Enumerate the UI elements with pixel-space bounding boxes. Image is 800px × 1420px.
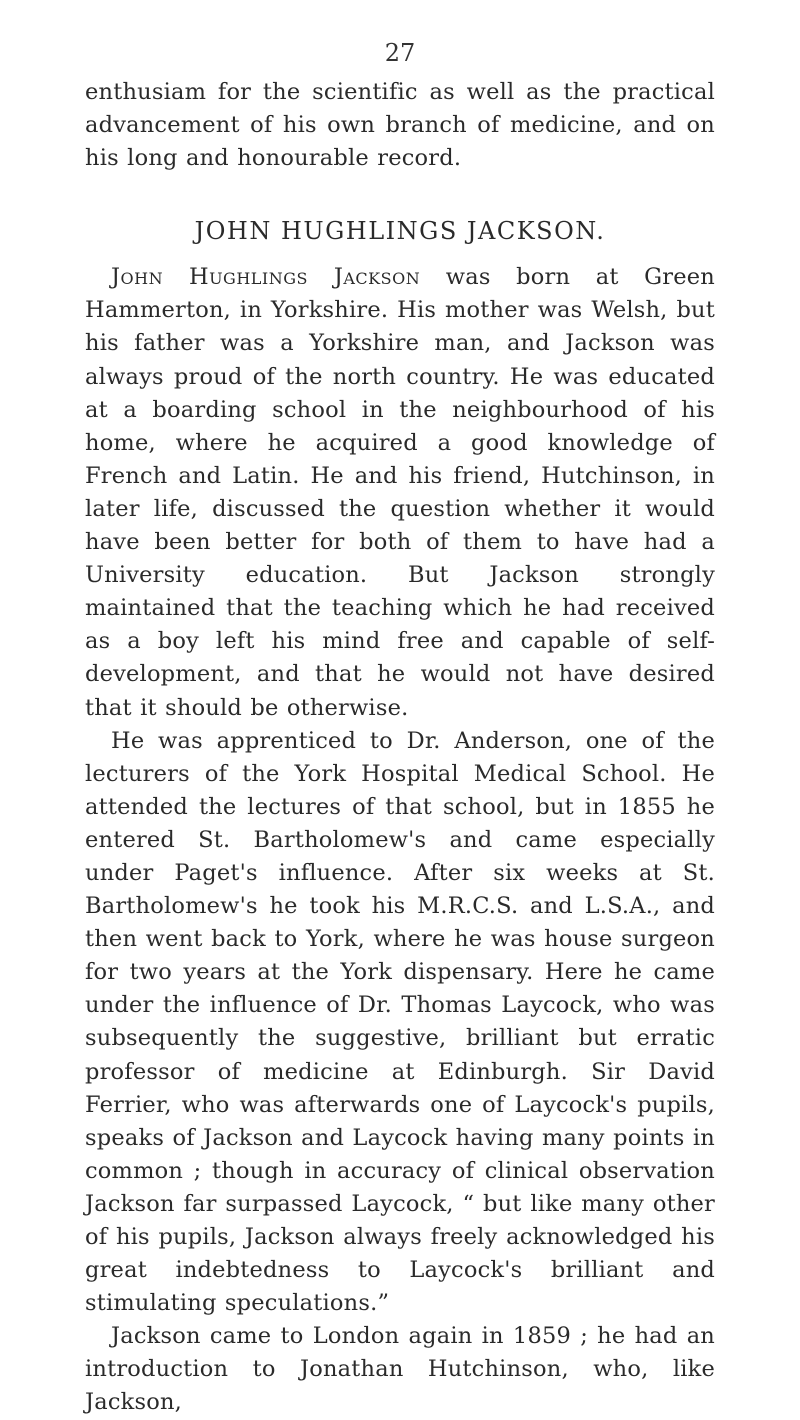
book-page <box>85 38 715 1420</box>
paragraph-text: He was apprenticed to Dr. Anderson, one of the lecturers of the York Hospital Medical School. He attended the lectures of that school, but in 1855 he entered St. Bartholomew's and came especially under Paget's influence. After six weeks at St. Bartholomew's he took his M.R.C.S. and L.S.A., and then went back to York, where he was house surgeon for two years at the York dispensary. Here he came under the influence of Dr. Thomas Laycock, who was subsequently the suggestive, brilliant but erratic professor of medicine at Edinburgh. Sir David Ferrier, who was afterwards one of Laycock's pupils, speaks of Jackson and Laycock having many points in common ; though in accuracy of clinical observation Jackson far surpassed Laycock, “ but like many other of his pupils, Jackson always freely acknowledged his great indebtedness to Laycock's brilliant and stimulating speculations.” <box>85 727 715 1317</box>
paragraph-text: Jackson came to London again in 1859 ; he had an introduction to Jonathan Hutchinson, who, like Jackson, <box>85 1323 715 1416</box>
paragraph-lead-name: John Hughlings Jackson <box>111 264 421 291</box>
section-heading: JOHN HUGHLINGS JACKSON. <box>194 217 606 246</box>
continuation-paragraph: enthusiam for the scientific as well as the practical advancement of his own branch of medicine, and on his long and honourable record. <box>85 79 715 172</box>
body-paragraph-1 <box>85 261 715 724</box>
paragraph-text: was born at Green Hammerton, in Yorkshire. His mother was Welsh, but his father was a Yorkshire man, and Jackson was always proud of the north country. He was educated at a boarding school in the neighbourhood of his home, where he acquired a good knowledge of French and Latin. He and his friend, Hutchinson, in later life, discussed the question whether it would have been better for both of them to have had a University education. But Jackson strongly maintained that the teaching which he had received as a boy left his mind free and capable of self-development, and that he would not have desired that it should be otherwise. <box>85 264 715 721</box>
page-number: 27 <box>384 39 416 67</box>
body-paragraph-2 <box>85 725 715 1321</box>
body-paragraph-3 <box>85 1320 715 1419</box>
